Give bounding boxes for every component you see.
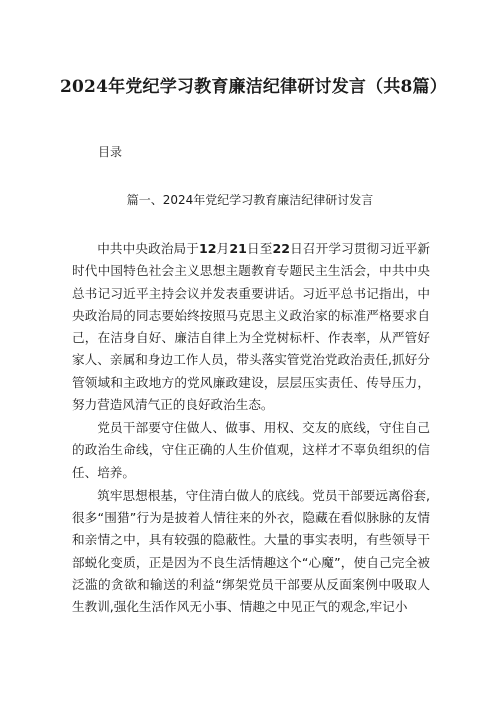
- section-title: 篇一、2024年党纪学习教育廉洁纪律研讨发言: [126, 193, 374, 207]
- toc-label: 目录: [98, 145, 123, 159]
- paragraph-text: 月: [216, 241, 230, 256]
- body-paragraph: 筑牢思想根基，守住清白做人的底线。党员干部要远离俗套,很多“围猎”行为是披着人情往来的外衣，隐藏在看似脉脉的友情和亲情之中，具有较强的隐蔽性。大量的事实表明，有些领导干部蜕化变质，正是因为不良生活情趣这个“心魔”，使自己完全被泛滥的贪欲和输送的利益“绑架党员干部要从反面案例中吸取人生教训,强化生活作风无小事、情趣之中见正气的观念,牢记小: [72, 487, 430, 615]
- date-number: 22: [272, 241, 291, 256]
- body-paragraph: [72, 238, 430, 416]
- document-body: [72, 238, 430, 619]
- date-number: 21: [229, 241, 247, 256]
- document-title: 2024年党纪学习教育廉洁纪律研讨发言（共8篇）: [60, 77, 447, 97]
- paragraph-text: 日召开学习贯彻习近平新时代中国特色社会主义思想主题教育专题民主生活会，中共中央总书记习近平主持会议并发表重要讲话。习近平总书记指出，中央政治局的同志要始终按照马克思主义政治家的标准严格要求自己，在洁身自好、廉洁自律上为全党树标杆、作表率，从严管好家人、亲属和身边工作人员，带头落实管党治党政治责任,抓好分管领域和主政地方的党风廉政建设，层层压实责任、传导压力，努力营造风清气正的良好政治生态。: [72, 241, 431, 413]
- date-number: 12: [199, 241, 217, 256]
- paragraph-text: 中共中央政治局于: [97, 241, 199, 256]
- body-paragraph: 党员干部要守住做人、做事、用权、交友的底线，守住自己的政治生命线，守住正确的人生价值观，这样才不辜负组织的信任、培养。: [72, 420, 430, 480]
- paragraph-text: 日至: [246, 241, 273, 256]
